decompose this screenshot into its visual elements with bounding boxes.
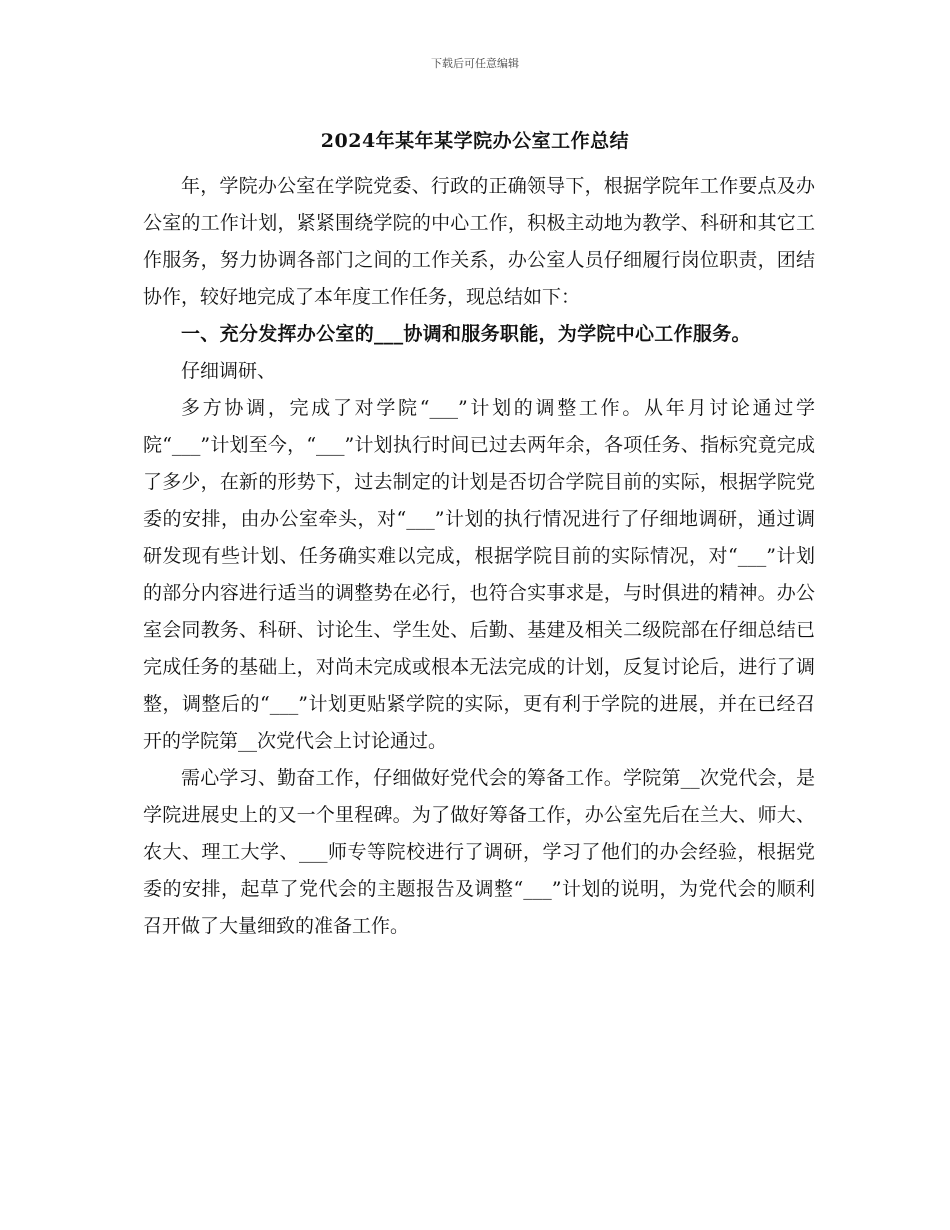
intro-paragraph: 年，学院办公室在学院党委、行政的正确领导下，根据学院年工作要点及办公室的工作计划，紧紧围绕学院的中心工作，积极主动地为教学、科研和其它工作服务，努力协调各部门之间的工作关系，办公室人员仔细履行岗位职责，团结协作，较好地完成了本年度工作任务，现总结如下： xyxy=(143,175,815,308)
section-heading: 一、充分发挥办公室的___协调和服务职能，为学院中心工作服务。 xyxy=(181,323,751,345)
document-title: 2024年某年某学院办公室工作总结 xyxy=(320,130,630,152)
header-note: 下载后可任意编辑 xyxy=(431,57,519,70)
body-paragraph: 需心学习、勤奋工作，仔细做好党代会的筹备工作。学院第__次党代会，是学院进展史上的又一个里程碑。为了做好筹备工作，办公室先后在兰大、师大、农大、理工大学、___师专等院校进行了调研，学习了他们的办会经验，根据党委的安排，起草了党代会的主题报告及调整“___”计划的说明，为党代会的顺利召开做了大量细致的准备工作。 xyxy=(143,767,815,937)
document-body xyxy=(143,168,815,945)
subheading-paragraph: 仔细调研、 xyxy=(181,360,277,382)
body-paragraph: 多方协调，完成了对学院“___”计划的调整工作。从年月讨论通过学院“___”计划至今，“___”计划执行时间已过去两年余，各项任务、指标究竟完成了多少，在新的形势下，过去制定的计划是否切合学院目前的实际，根据学院党委的安排，由办公室牵头，对“___”计划的执行情况进行了仔细地调研，通过调研发现有些计划、任务确实难以完成，根据学院目前的实际情况，对“___”计划的部分内容进行适当的调整势在必行，也符合实事求是，与时俱进的精神。办公室会同教务、科研、讨论生、学生处、后勤、基建及相关二级院部在仔细总结已完成任务的基础上，对尚未完成或根本无法完成的计划，反复讨论后，进行了调整，调整后的“___”计划更贴紧学院的实际，更有利于学院的进展，并在已经召开的学院第__次党代会上讨论通过。 xyxy=(143,397,815,752)
